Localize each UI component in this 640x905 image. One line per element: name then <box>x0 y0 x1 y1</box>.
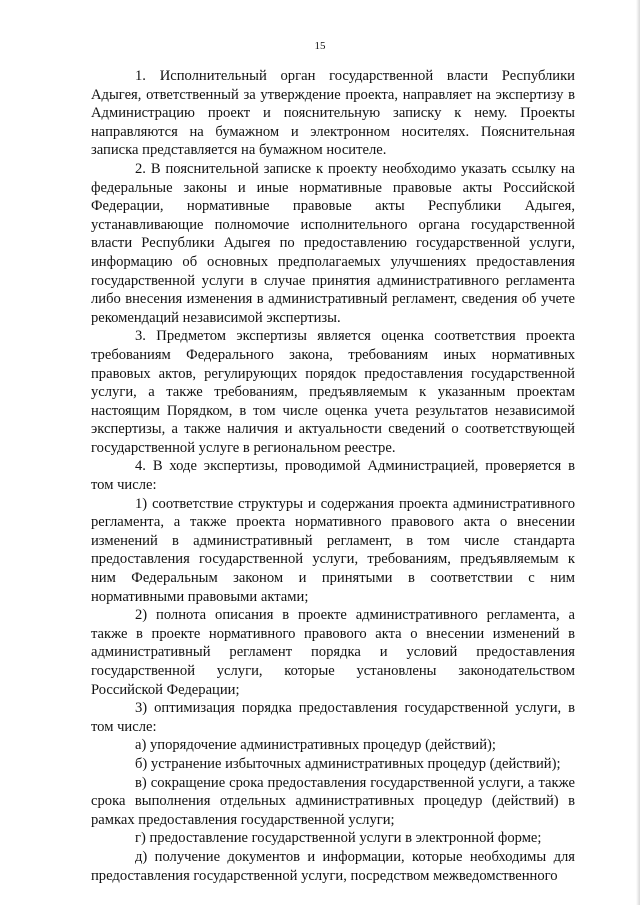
page-number: 15 <box>314 40 326 52</box>
subitem-g: г) предоставление государственной услуги в электронной форме; <box>135 830 542 847</box>
subitem-b: б) устранение избыточных административных процедур (действий); <box>135 755 561 772</box>
subitem-v: в) сокращение срока предоставления государственной услуги, а также срока выполнения отдельных административных процедур (действий) в рамках предоставления государственной услуги; <box>91 774 575 828</box>
page-edge-shadow <box>636 0 640 905</box>
paragraph-4: 4. В ходе экспертизы, проводимой Администрацией, проверяется в том числе: <box>91 458 575 494</box>
list-item-3: 3) оптимизация порядка предоставления государственной услуги, в том числе: <box>91 700 575 735</box>
paragraph-2: 2. В пояснительной записке к проекту необходимо указать ссылку на федеральные законы и иные нормативные правовые акты Российской Федерации, нормативные правовые акты Республики Адыгея, устанавливающие полномочие исполнительного органа государственной власти Республики Адыгея по предоставлению государственной услуги, информацию об основных предполагаемых улучшениях предоставления государственной услуги в случае принятия административного регламента либо внесения изменения в административный регламент, сведения об учете рекомендаций независимой экспертизы. <box>91 160 575 326</box>
subitem-d: д) получение документов и информации, которые необходимы для предоставления государственной услуги, посредством межведомственного <box>91 848 575 884</box>
document-body <box>91 67 575 885</box>
paragraph-1: 1. Исполнительный орган государственной власти Республики Адыгея, ответственный за утверждение проекта, направляет на экспертизу в Администрацию проект и пояснительную записку к нему. Проекты направляются на бумажном и электронном носителях. Пояснительная записка представляется на бумажном носителе. <box>91 68 575 159</box>
paragraph-3: 3. Предметом экспертизы является оценка соответствия проекта требованиям Федерального закона, требованиям иных нормативных правовых актов, регулирующих порядок предоставления государственной услуги, а также требованиям, предъявляемым к указанным проектам настоящим Порядком, в том числе оценка учета результатов независимой экспертизы, а также наличия и актуальности сведений о соответствующей государственной услуге в региональном реестре. <box>91 328 575 456</box>
subitem-a: а) упорядочение административных процедур (действий); <box>135 737 496 754</box>
list-item-2: 2) полнота описания в проекте административного регламента, а также в проекте нормативного правового акта о внесении изменений в административный регламент порядка и условий предоставления государственной услуги, которые установлены законодательством Российской Федерации; <box>91 607 575 698</box>
list-item-1: 1) соответствие структуры и содержания проекта административного регламента, а также проекта нормативного правового акта о внесении изменений в административный регламент, в том числе стандарта предоставления государственной услуги, требованиям, предъявляемым к ним Федеральным законом и принятыми в соответствии с ним нормативными правовыми актами; <box>91 495 575 605</box>
